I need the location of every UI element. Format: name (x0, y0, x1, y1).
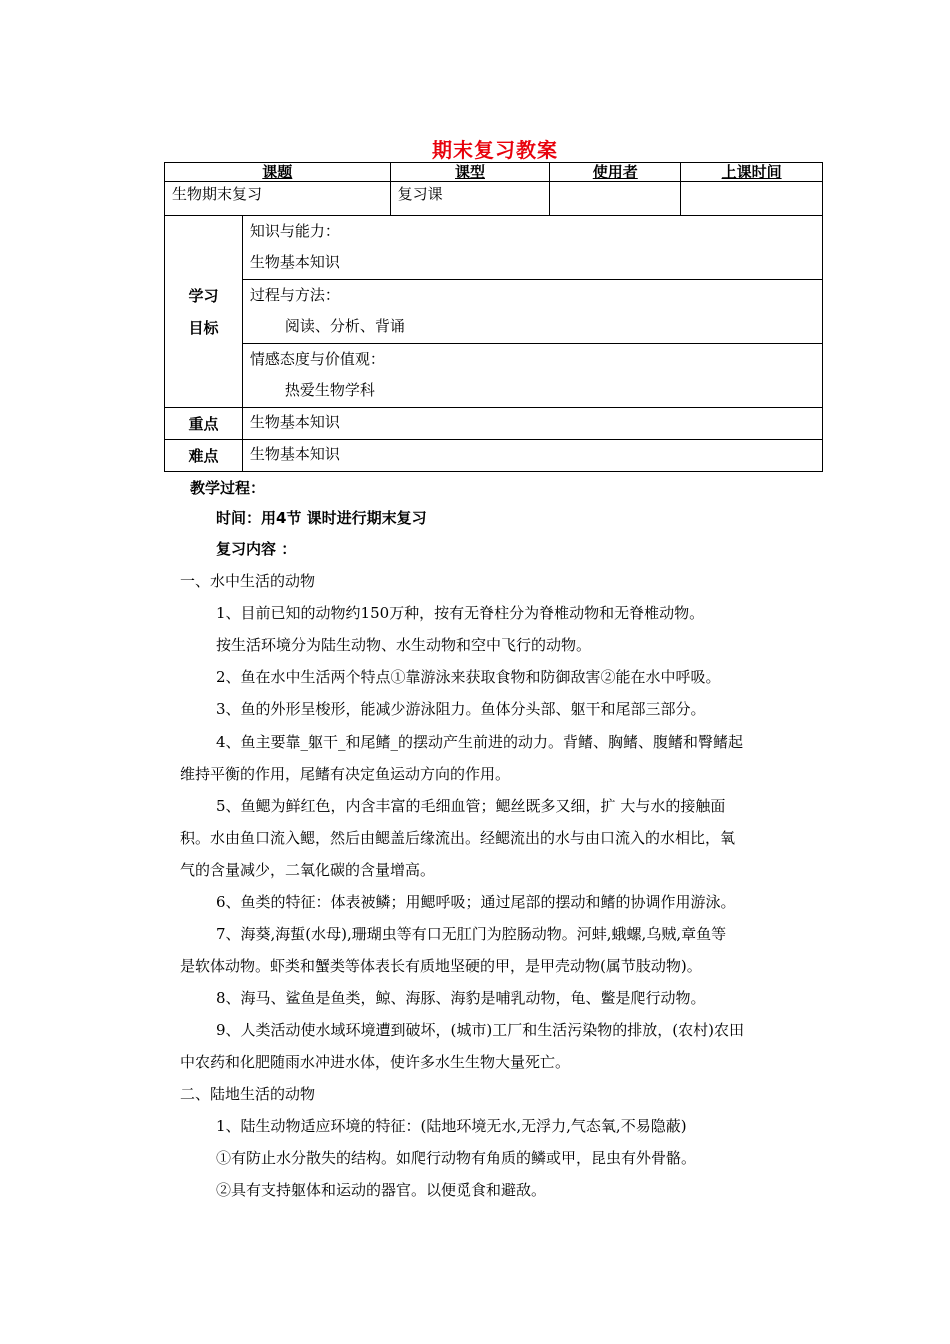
objectives-label (165, 216, 243, 408)
section-heading: 一、水中生活的动物 (180, 572, 316, 590)
cell-topic: 生物期末复习 (165, 182, 391, 216)
cell-user (550, 182, 681, 216)
paragraph-line: ①有防止水分散失的结构。如爬行动物有角质的鳞或甲，昆虫有外骨骼。 (216, 1149, 697, 1167)
paragraph-line: 9、人类活动使水域环境遭到破坏，(城市)工厂和生活污染物的排放，(农村)农田 (216, 1021, 744, 1039)
objective-cell-1 (242, 216, 822, 280)
objective-heading: 知识与能力： (249, 222, 340, 240)
process-time: 时间：用4节 课时进行期末复习 (216, 509, 427, 527)
table-header-row (165, 163, 823, 182)
key-point-row (165, 408, 823, 440)
paragraph-line: 7、海葵,海蜇(水母),珊瑚虫等有口无肛门为腔肠动物。河蚌,蛾螺,乌贼,章鱼等 (216, 925, 727, 943)
header-user: 使用者 (550, 163, 681, 182)
cell-time (681, 182, 823, 216)
cell-type: 复习课 (390, 182, 550, 216)
objective-row-2 (165, 280, 823, 344)
header-topic: 课题 (165, 163, 391, 182)
header-type: 课型 (390, 163, 550, 182)
paragraph-line: 4、鱼主要靠_躯干_和尾鳍_的摆动产生前进的动力。背鳍、胸鳍、腹鳍和臀鳍起 (216, 733, 744, 751)
section-heading: 二、陆地生活的动物 (180, 1085, 316, 1103)
lesson-info-table (164, 162, 823, 472)
review-content-label: 复习内容 ： (216, 540, 297, 558)
objective-content: 生物基本知识 (249, 253, 340, 271)
objectives-label-line-1: 学习 (188, 286, 219, 305)
paragraph-line: 维持平衡的作用，尾鳍有决定鱼运动方向的作用。 (180, 765, 511, 783)
objective-content: 热爱生物学科 (284, 381, 375, 399)
paragraph-line: 2、鱼在水中生活两个特点①靠游泳来获取食物和防御敌害②能在水中呼吸。 (216, 668, 721, 686)
paragraph-line: 1、目前已知的动物约150万种，按有无脊柱分为脊椎动物和无脊椎动物。 (216, 604, 705, 622)
difficulty-value: 生物基本知识 (242, 440, 822, 472)
process-heading: 教学过程： (190, 479, 266, 497)
page-title: 期末复习教案 (432, 138, 558, 162)
difficulty-row (165, 440, 823, 472)
paragraph-line: 6、鱼类的特征：体表被鳞；用鳃呼吸；通过尾部的摆动和鳍的协调作用游泳。 (216, 893, 736, 911)
paragraph-line: 气的含量减少，二氧化碳的含量增高。 (180, 861, 436, 879)
objective-cell-2 (242, 280, 822, 344)
paragraph-line: 中农药和化肥随雨水冲进水体，使许多水生生物大量死亡。 (180, 1053, 571, 1071)
paragraph-line: 5、鱼鳃为鲜红色，内含丰富的毛细血管；鳃丝既多又细，扩 大与水的接触面 (216, 797, 726, 815)
objective-row-3 (165, 344, 823, 408)
paragraph-line: 积。水由鱼口流入鳃，然后由鳃盖后缘流出。经鳃流出的水与由口流入的水相比，氧 (180, 829, 736, 847)
paragraph-line: 按生活环境分为陆生动物、水生动物和空中飞行的动物。 (216, 636, 592, 654)
paragraph-line: 是软体动物。虾类和蟹类等体表长有质地坚硬的甲，是甲壳动物(属节肢动物)。 (180, 957, 702, 975)
objective-cell-3 (242, 344, 822, 408)
paragraph-line: ②具有支持躯体和运动的器官。以便觅食和避敌。 (216, 1181, 547, 1199)
difficulty-label: 难点 (165, 440, 243, 472)
key-point-value: 生物基本知识 (242, 408, 822, 440)
objective-heading: 情感态度与价值观： (249, 350, 385, 368)
paragraph-line: 3、鱼的外形呈梭形，能减少游泳阻力。鱼体分头部、躯干和尾部三部分。 (216, 700, 706, 718)
objective-heading: 过程与方法： (249, 286, 340, 304)
objective-content: 阅读、分析、背诵 (284, 317, 405, 335)
objective-row-1 (165, 216, 823, 280)
header-time: 上课时间 (681, 163, 823, 182)
paragraph-line: 8、海马、鲨鱼是鱼类，鲸、海豚、海豹是哺乳动物，龟、鳖是爬行动物。 (216, 989, 706, 1007)
paragraph-line: 1、陆生动物适应环境的特征：(陆地环境无水,无浮力,气态氧,不易隐蔽) (216, 1117, 687, 1135)
objectives-label-line-2: 目标 (188, 318, 219, 337)
key-point-label: 重点 (165, 408, 243, 440)
table-info-row (165, 182, 823, 216)
